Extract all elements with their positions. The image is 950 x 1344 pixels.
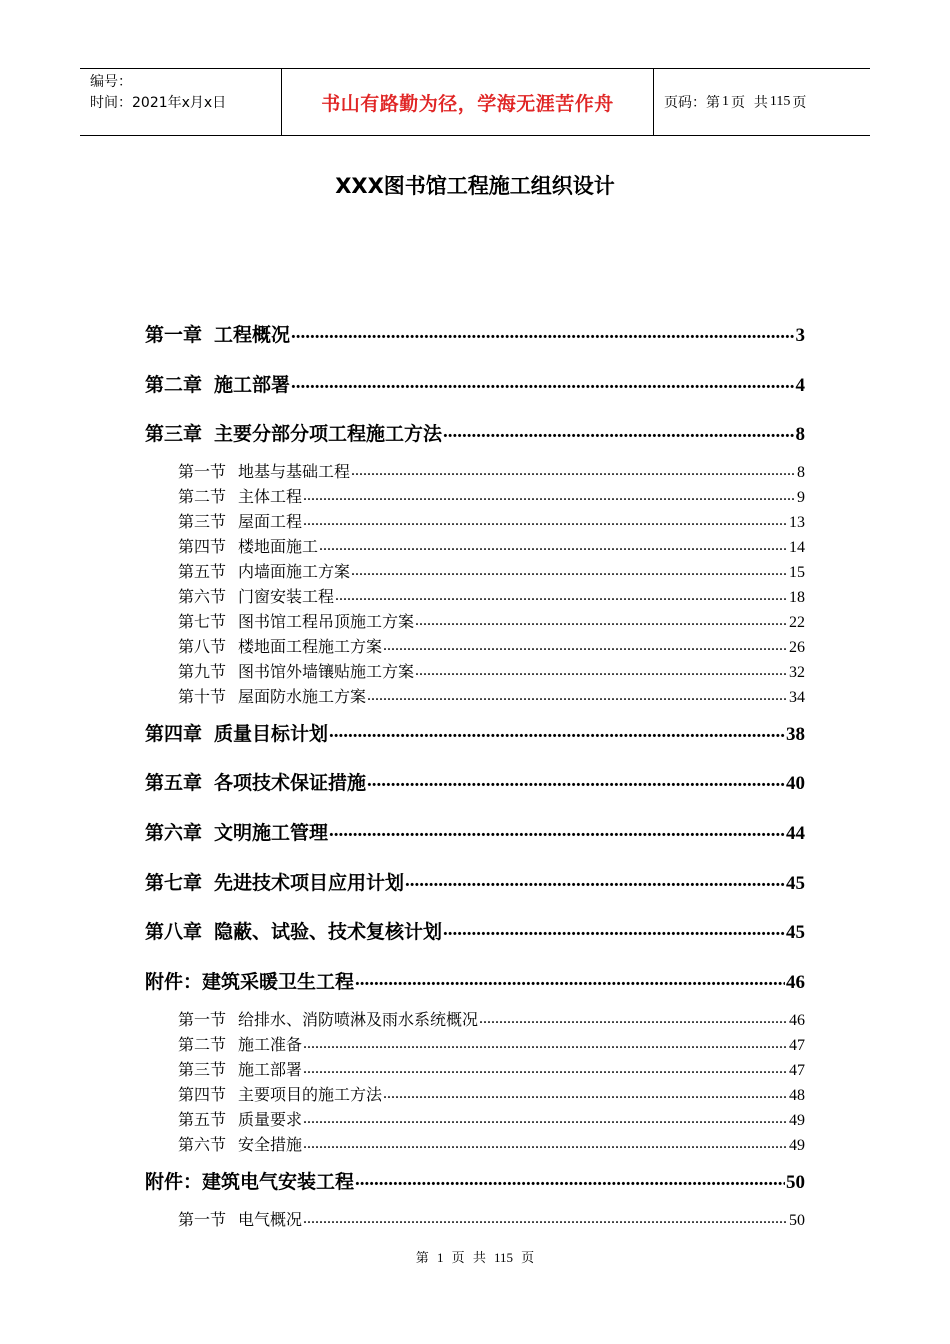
toc-entry-text: 主要项目的施工方法 (238, 1084, 383, 1104)
toc-dot-leader (303, 1132, 788, 1155)
toc-entry-text: 质量要求 (238, 1109, 303, 1129)
toc-dot-leader (355, 1167, 785, 1194)
toc-chapter-entry[interactable] (145, 868, 805, 895)
toc-entry-number: 第三节 (178, 1059, 227, 1079)
toc-entry-number: 第二节 (178, 487, 227, 507)
toc-dot-leader (303, 509, 788, 532)
toc-entry-number: 第七章 (145, 871, 203, 894)
toc-dot-leader (303, 1107, 788, 1130)
header-meta-cell (80, 69, 282, 135)
toc-entry-number: 第三章 (145, 423, 203, 446)
toc-dot-leader (405, 868, 785, 895)
toc-dot-leader (415, 609, 788, 632)
toc-section-entry[interactable] (178, 659, 805, 682)
toc-dot-leader (303, 1057, 788, 1080)
toc-entry-text: 工程概况 (214, 324, 291, 346)
page-footer (0, 1247, 950, 1266)
toc-entry-text: 主要分部分项工程施工方法 (214, 423, 443, 446)
toc-section-entry[interactable] (178, 459, 805, 482)
toc-entry-label (178, 484, 302, 507)
toc-page-number: 13 (789, 514, 805, 532)
toc-page-number: 8 (795, 424, 805, 446)
footer-mid: 页 共 (451, 1251, 486, 1266)
page-mid: 页 共 (731, 95, 768, 111)
toc-entry-number: 第九节 (178, 661, 227, 681)
toc-section-entry[interactable] (178, 1082, 805, 1105)
toc-page-number: 15 (789, 564, 805, 581)
toc-section-entry[interactable] (178, 509, 805, 532)
toc-entry-label (178, 534, 318, 557)
toc-entry-label (178, 509, 302, 532)
toc-page-number: 49 (789, 1111, 805, 1129)
toc-page-number: 22 (789, 613, 805, 631)
toc-page-number: 3 (795, 325, 805, 346)
page-prefix: 页码：第 (664, 95, 720, 111)
toc-entry-label (145, 1167, 354, 1194)
toc-entry-text: 施工部署 (214, 373, 291, 396)
toc-entry-number: 第六节 (178, 586, 227, 606)
toc-entry-number: 第十节 (178, 686, 227, 706)
toc-page-number: 14 (789, 539, 805, 557)
toc-entry-label (178, 1007, 478, 1030)
toc-entry-text: 附件：建筑采暖卫生工程 (145, 971, 355, 993)
toc-page-number: 46 (786, 972, 805, 993)
toc-page-number: 32 (789, 663, 805, 681)
toc-chapter-entry[interactable] (145, 917, 805, 944)
toc-entry-label (145, 768, 366, 795)
toc-dot-leader (479, 1007, 788, 1030)
toc-dot-leader (383, 1082, 788, 1105)
toc-page-number: 47 (789, 1036, 805, 1054)
toc-entry-number: 第二章 (145, 373, 203, 396)
header-motto-cell (282, 69, 654, 135)
toc-entry-number: 第四节 (178, 537, 227, 557)
page-suffix: 页 (792, 95, 807, 111)
toc-entry-label (178, 659, 414, 682)
toc-entry-text: 施工部署 (238, 1059, 303, 1079)
toc-dot-leader (291, 320, 794, 347)
toc-entry-label (178, 1207, 302, 1230)
toc-dot-leader (303, 1032, 788, 1055)
toc-entry-label (145, 917, 442, 944)
toc-chapter-entry[interactable] (145, 818, 805, 845)
toc-entry-number: 第六章 (145, 821, 203, 844)
toc-entry-number: 第一章 (145, 324, 203, 346)
toc-page-number: 18 (789, 588, 805, 606)
toc-entry-text: 门窗安装工程 (238, 586, 335, 606)
toc-chapter-entry[interactable] (145, 1167, 805, 1194)
toc-section-entry[interactable] (178, 1132, 805, 1155)
toc-page-number: 48 (789, 1086, 805, 1104)
toc-page-number: 50 (786, 1171, 805, 1193)
toc-entry-text: 给排水、消防喷淋及雨水系统概况 (238, 1010, 479, 1029)
toc-entry-label (145, 818, 328, 845)
toc-entry-number: 第六节 (178, 1134, 227, 1154)
toc-dot-leader (329, 719, 785, 746)
toc-section-entry[interactable] (178, 684, 805, 707)
toc-entry-text: 楼地面工程施工方案 (238, 636, 383, 656)
toc-page-number: 45 (786, 872, 805, 894)
toc-page-number: 49 (789, 1136, 805, 1154)
footer-current: 1 (436, 1250, 444, 1265)
toc-chapter-entry[interactable] (145, 967, 805, 994)
toc-dot-leader (367, 684, 788, 707)
page-current: 1 (722, 94, 729, 109)
toc-entry-text: 安全措施 (238, 1134, 303, 1154)
toc-entry-label (145, 967, 354, 994)
toc-page-number: 4 (795, 374, 805, 396)
toc-dot-leader (303, 1207, 788, 1230)
toc-dot-leader (351, 459, 796, 482)
toc-section-entry[interactable] (178, 1107, 805, 1130)
toc-entry-number: 第八节 (178, 636, 227, 656)
toc-entry-text: 屋面防水施工方案 (238, 686, 367, 706)
toc-entry-number: 第一节 (178, 462, 227, 482)
toc-entry-text: 文明施工管理 (214, 821, 329, 844)
toc-page-number: 46 (789, 1012, 805, 1029)
header-table (80, 68, 870, 136)
toc-entry-number: 第四章 (145, 722, 203, 745)
footer-suffix: 页 (521, 1251, 535, 1266)
toc-dot-leader (355, 967, 785, 994)
toc-entry-text: 隐蔽、试验、技术复核计划 (214, 921, 443, 944)
toc-entry-number: 第二节 (178, 1034, 227, 1054)
toc-page-number: 50 (789, 1211, 805, 1229)
toc-entry-label (145, 719, 328, 746)
toc-dot-leader (329, 818, 785, 845)
toc-dot-leader (303, 484, 796, 507)
toc-entry-number: 第三节 (178, 512, 227, 532)
toc-chapter-entry[interactable] (145, 320, 805, 347)
toc-chapter-entry[interactable] (145, 370, 805, 397)
toc-entry-number: 第五章 (145, 772, 203, 795)
toc-page-number: 26 (789, 638, 805, 656)
toc-entry-label (178, 559, 350, 582)
toc-entry-text: 主体工程 (238, 487, 303, 507)
toc-section-entry[interactable] (178, 1007, 805, 1030)
toc-entry-number: 第五节 (178, 562, 227, 581)
toc-entry-number: 第八章 (145, 921, 203, 944)
toc-page-number: 47 (789, 1061, 805, 1079)
toc-dot-leader (443, 917, 785, 944)
toc-page-number: 34 (789, 688, 805, 706)
code-label: 编号： (90, 74, 132, 90)
toc-entry-label (178, 609, 414, 632)
footer-prefix: 第 (415, 1251, 429, 1266)
toc-entry-text: 屋面工程 (238, 512, 303, 532)
toc-entry-text: 图书馆工程吊顶施工方案 (238, 611, 415, 631)
toc-entry-text: 先进技术项目应用计划 (214, 871, 405, 894)
toc-section-entry[interactable] (178, 1032, 805, 1055)
toc-dot-leader (415, 659, 788, 682)
toc-chapter-entry[interactable] (145, 719, 805, 746)
toc-entry-label (178, 1107, 302, 1130)
toc-entry-text: 内墙面施工方案 (238, 562, 351, 581)
toc-dot-leader (367, 768, 785, 795)
toc-dot-leader (383, 634, 788, 657)
toc-dot-leader (351, 559, 788, 582)
motto-text: 书山有路勤为径，学海无涯苦作舟 (321, 92, 614, 115)
toc-entry-label (178, 1082, 382, 1105)
toc-section-entry[interactable] (178, 1057, 805, 1080)
document-title: XXX图书馆工程施工组织设计 (335, 174, 615, 198)
toc-entry-number: 第七节 (178, 611, 227, 631)
toc-page-number: 40 (786, 773, 805, 795)
toc-entry-label (178, 634, 382, 657)
toc-section-entry[interactable] (178, 1207, 805, 1230)
toc-dot-leader (291, 370, 794, 397)
toc-entry-label (145, 320, 290, 347)
toc-entry-number: 第一节 (178, 1010, 227, 1029)
toc-entry-text: 电气概况 (238, 1209, 303, 1229)
toc-entry-label (178, 684, 366, 707)
toc-entry-number: 第五节 (178, 1109, 227, 1129)
toc-section-entry[interactable] (178, 609, 805, 632)
toc-entry-text: 各项技术保证措施 (214, 772, 367, 795)
toc-page-number: 9 (797, 489, 805, 507)
toc-chapter-entry[interactable] (145, 419, 805, 446)
toc-entry-label (145, 419, 442, 446)
toc-section-entry[interactable] (178, 534, 805, 557)
toc-entry-text: 楼地面施工 (238, 537, 319, 557)
toc-dot-leader (443, 419, 794, 446)
toc-entry-label (178, 459, 350, 482)
toc-entry-label (178, 584, 334, 607)
toc-section-entry[interactable] (178, 584, 805, 607)
date-label: 时间：2021年x月x日 (90, 95, 227, 111)
page-total: 115 (769, 94, 791, 109)
toc-entry-text: 附件：建筑电气安装工程 (145, 1170, 355, 1193)
toc-entry-label (145, 868, 404, 895)
toc-entry-text: 图书馆外墙镶贴施工方案 (238, 661, 415, 681)
toc-dot-leader (319, 534, 788, 557)
footer-total: 115 (494, 1250, 514, 1265)
header-page-cell (654, 69, 870, 135)
toc-entry-text: 施工准备 (238, 1034, 303, 1054)
toc-section-entry[interactable] (178, 559, 805, 582)
toc-entry-number: 第一节 (178, 1209, 227, 1229)
toc-section-entry[interactable] (178, 634, 805, 657)
toc-section-entry[interactable] (178, 484, 805, 507)
toc-page-number: 8 (797, 464, 805, 482)
toc-entry-text: 质量目标计划 (214, 722, 329, 745)
toc-entry-label (178, 1132, 302, 1155)
toc-page-number: 38 (786, 723, 805, 745)
toc-page-number: 44 (786, 822, 805, 844)
toc-entry-text: 地基与基础工程 (238, 462, 351, 482)
toc-page-number: 45 (786, 922, 805, 944)
toc-dot-leader (335, 584, 788, 607)
toc-entry-label (145, 370, 290, 397)
toc-entry-number: 第四节 (178, 1084, 227, 1104)
toc-entry-label (178, 1032, 302, 1055)
toc-chapter-entry[interactable] (145, 768, 805, 795)
toc-entry-label (178, 1057, 302, 1080)
